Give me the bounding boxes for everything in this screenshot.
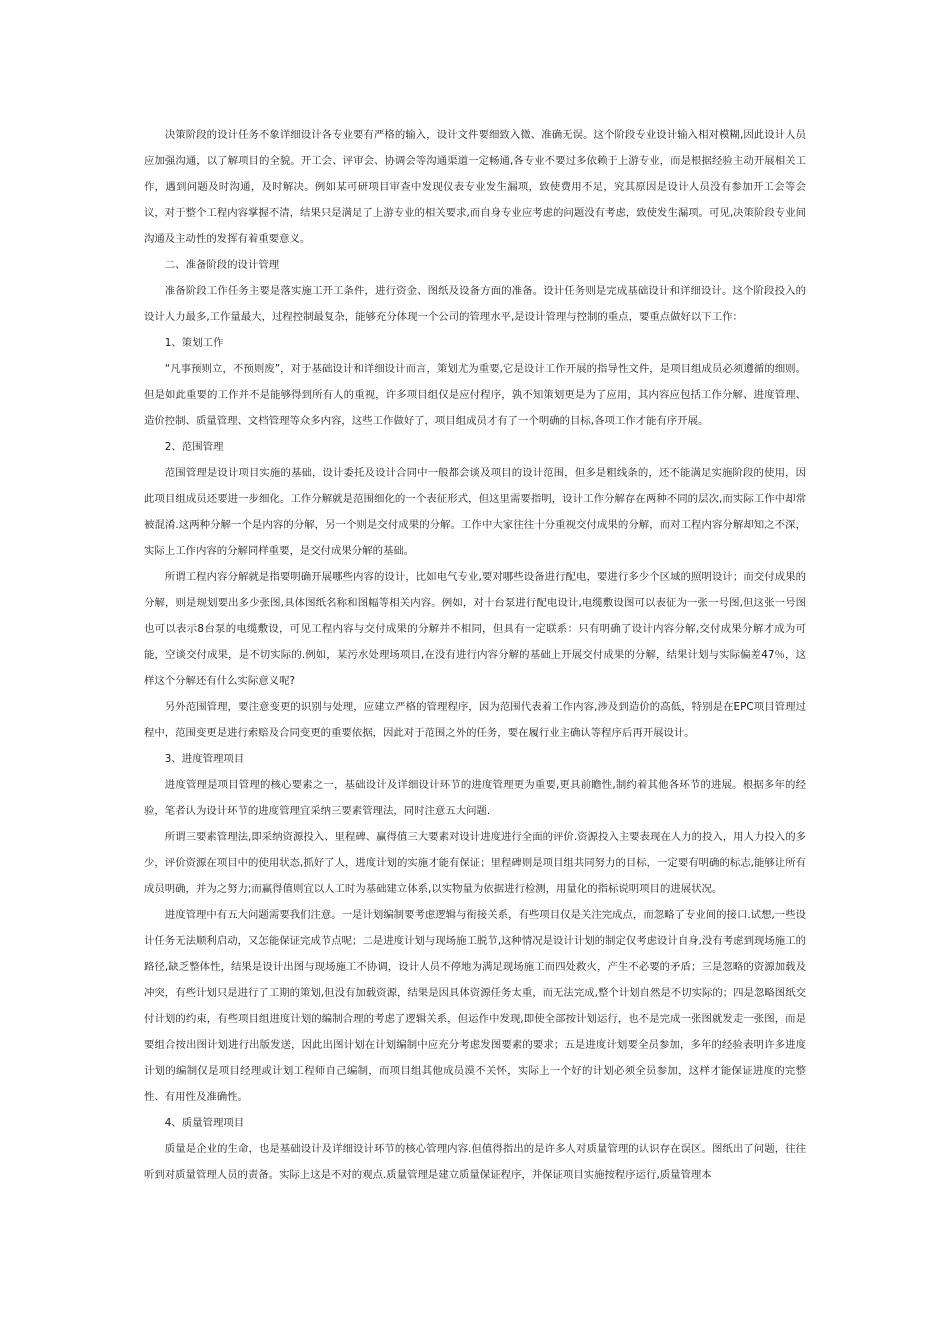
body-paragraph: 所谓三要素管理法,即采纳资源投入、里程碑、赢得值三大要素对设计进度进行全面的评价.资源投入主要表现在人力的投入，用人力投入的多少，评价资源在项目中的使用状态,抓好了人，进度计划的实施才能有保证；里程碑则是项目组共同努力的目标，一定要有明确的标志,能够让所有成员明确，并为之努力;而赢得值则宜以人工时为基础建立体系,以实物量为依据进行检测，用量化的指标说明项目的进展状况。	[144, 831, 806, 895]
body-paragraph: 范围管理是设计项目实施的基础，设计委托及设计合同中一般都会谈及项目的设计范围，但多是粗线条的，还不能满足实施阶段的使用，因此项目组成员还要进一步细化。工作分解就是范围细化的一个表征形式，但这里需要指明，设计工作分解存在两种不同的层次,而实际工作中却常被混淆.这两种分解一个是内容的分解，另一个则是交付成果的分解。工作中大家往往十分重视交付成果的分解，而对工程内容分解却知之不深，实际上工作内容的分解同样重要，是交付成果分解的基础。	[144, 467, 806, 557]
body-paragraph: 另外范围管理，要注意变更的识别与处理，应建立严格的管理程序，因为范围代表着工作内容,涉及到造价的高低，特别是在EPC项目管理过程中，范围变更是进行索赔及合同变更的重要依据，因此对于范围之外的任务，要在履行业主确认等程序后再开展设计。	[144, 701, 806, 739]
body-paragraph: 所谓工程内容分解就是指要明确开展哪些内容的设计，比如电气专业,要对哪些设备进行配电，要进行多少个区域的照明设计；而交付成果的分解，则是规划要出多少张图,具体图纸名称和图幅等相关内容。例如，对十台泵进行配电设计,电缆敷设图可以表征为一张一号图,但这张一号图也可以表示8台泵的电缆敷设，可见工程内容与交付成果的分解并不相同，但具有一定联系：只有明确了设计内容分解,交付成果分解才成为可能，空谈交付成果，是不切实际的.例如，某污水处理场项目,在没有进行内容分解的基础上开展交付成果的分解，结果计划与实际偏差47％，这样这个分解还有什么实际意义呢?	[144, 571, 806, 687]
document-page	[144, 122, 806, 1188]
body-paragraph: 进度管理中有五大问题需要我们注意。一是计划编制要考虑逻辑与衔接关系，有些项目仅是关注完成点，而忽略了专业间的接口.试想,一些设计任务无法顺利启动，又怎能保证完成节点呢；二是进度计划与现场施工脱节,这种情况是设计计划的制定仅考虑设计自身,没有考虑到现场施工的路径,缺乏整体性，结果是设计出图与现场施工不协调，设计人员不停地为满足现场施工而四处救火，产生不必要的矛盾；三是忽略的资源加载及冲突，有些计划只是进行了工期的策划,但没有加载资源，结果是因具体资源任务太重，而无法完成,整个计划自然是不切实际的；四是忽略图纸交付计划的约束，有些项目组进度计划的编制合理的考虑了逻辑关系，但运作中发现,即使全部按计划运行，也不是完成一张图就发走一张图，而是要组合按出图计划进行出版发送，因此出图计划在计划编制中应充分考虑发图要素的要求；五是进度计划要全员参加，多年的经验表明许多进度计划的编制仅是项目经理或计划工程师自己编制，而项目组其他成员漠不关怀，实际上一个好的计划必须全员参加，这样才能保证进度的完整性、有用性及准确性。	[144, 909, 806, 1103]
body-paragraph: “凡事预则立，不预则废”，对于基础设计和详细设计而言，策划尤为重要,它是设计工作开展的指导性文件，是项目组成员必须遵循的细则。但是如此重要的工作并不是能够得到所有人的重视，许多项目组仅是应付程序，孰不知策划更是为了应用，其内容应包括工作分解、进度管理、造价控制、质量管理、文档管理等众多内容，这些工作做好了，项目组成员才有了一个明确的目标,各项工作才能有序开展。	[144, 363, 807, 427]
subsection-heading: 4、质量管理项目	[164, 1117, 245, 1129]
body-paragraph: 质量是企业的生命，也是基础设计及详细设计环节的核心管理内容.但值得指出的是许多人对质量管理的认识存在误区。图纸出了问题，往往听到对质量管理人员的责备。实际上这是不对的观点.质量管理是建立质量保证程序，并保证项目实施按程序运行,质量管理本	[144, 1143, 806, 1181]
subsection-heading: 2、范围管理	[164, 441, 224, 453]
body-paragraph: 决策阶段的设计任务不象详细设计各专业要有严格的输入，设计文件要细致入微、准确无误。这个阶段专业设计输入相对模糊,因此设计人员应加强沟通，以了解项目的全貌。开工会、评审会、协调会等沟通渠道一定畅通,各专业不要过多依赖于上游专业，而是根据经验主动开展相关工作，遇到问题及时沟通，及时解决。例如某可研项目审查中发现仪表专业发生漏项，致使费用不足，究其原因是设计人员没有参加开工会等会议，对于整个工程内容掌握不清，结果只是满足了上游专业的相关要求,而自身专业应考虑的问题没有考虑，致使发生漏项。可见,决策阶段专业间沟通及主动性的发挥有着重要意义。	[144, 129, 806, 245]
subsection-heading: 1、策划工作	[164, 337, 224, 349]
section-heading: 二、准备阶段的设计管理	[164, 259, 280, 271]
body-paragraph: 准备阶段工作任务主要是落实施工开工条件，进行资金、图纸及设备方面的准备。设计任务则是完成基础设计和详细设计。这个阶段投入的设计人力最多,工作量最大，过程控制最复杂，能够充分体现一个公司的管理水平,是设计管理与控制的重点，要重点做好以下工作：	[144, 285, 806, 323]
body-paragraph: 进度管理是项目管理的核心要素之一，基础设计及详细设计环节的进度管理更为重要,更具前瞻性,制约着其他各环节的进展。根据多年的经验，笔者认为设计环节的进度管理宜采纳三要素管理法，同时注意五大问题.	[144, 779, 806, 817]
subsection-heading: 3、进度管理项目	[164, 753, 245, 765]
